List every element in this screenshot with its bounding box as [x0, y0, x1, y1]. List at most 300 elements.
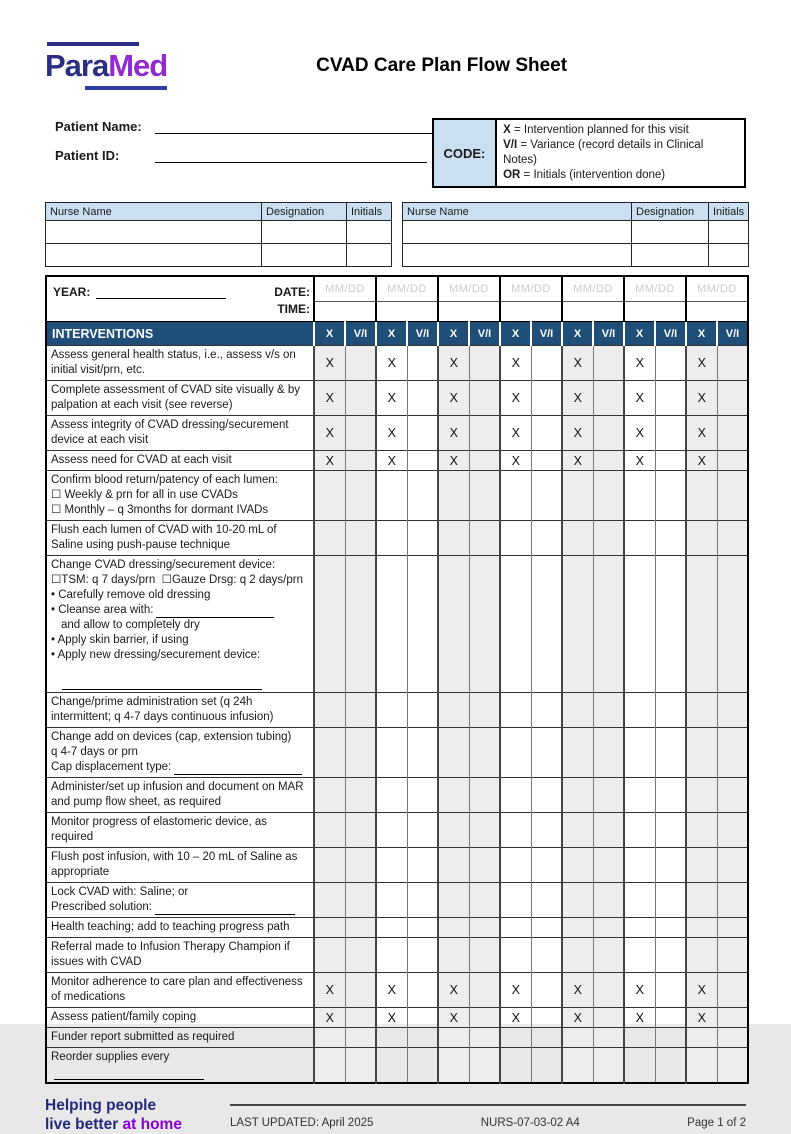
mark-cell-vi[interactable]: [469, 693, 500, 728]
mark-cell-vi[interactable]: [345, 728, 376, 778]
mark-cell-x[interactable]: [376, 848, 407, 883]
mark-cell-x[interactable]: [624, 938, 655, 973]
mark-cell-x[interactable]: [624, 848, 655, 883]
mark-cell-x[interactable]: [438, 471, 469, 521]
mark-cell-x[interactable]: [624, 693, 655, 728]
mark-cell-x[interactable]: X: [500, 381, 531, 416]
mark-cell-x[interactable]: X: [438, 973, 469, 1008]
mark-cell-x[interactable]: [562, 693, 593, 728]
mark-cell-vi[interactable]: [593, 1008, 624, 1028]
mark-cell-vi[interactable]: [407, 693, 438, 728]
mark-cell-x[interactable]: [500, 938, 531, 973]
mark-cell-vi[interactable]: [407, 728, 438, 778]
mark-cell-vi[interactable]: [531, 848, 562, 883]
time-field[interactable]: [376, 302, 438, 322]
date-field[interactable]: MM/DD: [376, 276, 438, 302]
mark-cell-vi[interactable]: [345, 416, 376, 451]
mark-cell-vi[interactable]: [469, 918, 500, 938]
mark-cell-vi[interactable]: [469, 973, 500, 1008]
mark-cell-x[interactable]: [686, 521, 717, 556]
nurse-name-cell[interactable]: [46, 221, 262, 244]
mark-cell-vi[interactable]: [345, 1048, 376, 1084]
mark-cell-x[interactable]: [500, 693, 531, 728]
mark-cell-vi[interactable]: [593, 693, 624, 728]
mark-cell-x[interactable]: X: [562, 1008, 593, 1028]
mark-cell-vi[interactable]: [593, 918, 624, 938]
mark-cell-x[interactable]: [500, 778, 531, 813]
mark-cell-vi[interactable]: [655, 471, 686, 521]
mark-cell-vi[interactable]: [407, 471, 438, 521]
mark-cell-x[interactable]: [376, 556, 407, 693]
mark-cell-vi[interactable]: [531, 346, 562, 381]
mark-cell-vi[interactable]: [593, 451, 624, 471]
fill-in-line[interactable]: [156, 605, 274, 618]
mark-cell-vi[interactable]: [717, 346, 748, 381]
mark-cell-x[interactable]: [438, 728, 469, 778]
mark-cell-x[interactable]: X: [686, 973, 717, 1008]
mark-cell-vi[interactable]: [655, 973, 686, 1008]
designation-cell[interactable]: [632, 221, 709, 244]
mark-cell-x[interactable]: [438, 938, 469, 973]
mark-cell-x[interactable]: [562, 883, 593, 918]
mark-cell-x[interactable]: [686, 938, 717, 973]
mark-cell-x[interactable]: [314, 521, 345, 556]
mark-cell-vi[interactable]: [593, 938, 624, 973]
mark-cell-x[interactable]: [376, 918, 407, 938]
mark-cell-x[interactable]: [314, 556, 345, 693]
mark-cell-vi[interactable]: [531, 381, 562, 416]
nurse-name-cell[interactable]: [46, 244, 262, 267]
mark-cell-x[interactable]: [376, 521, 407, 556]
mark-cell-vi[interactable]: [469, 521, 500, 556]
mark-cell-vi[interactable]: [407, 1048, 438, 1084]
date-field[interactable]: MM/DD: [438, 276, 500, 302]
mark-cell-x[interactable]: [686, 883, 717, 918]
mark-cell-vi[interactable]: [593, 521, 624, 556]
mark-cell-x[interactable]: [624, 556, 655, 693]
mark-cell-vi[interactable]: [531, 973, 562, 1008]
mark-cell-x[interactable]: X: [500, 346, 531, 381]
mark-cell-x[interactable]: [624, 918, 655, 938]
mark-cell-vi[interactable]: [531, 416, 562, 451]
mark-cell-x[interactable]: [314, 813, 345, 848]
mark-cell-vi[interactable]: [655, 883, 686, 918]
mark-cell-x[interactable]: X: [686, 451, 717, 471]
mark-cell-vi[interactable]: [407, 938, 438, 973]
mark-cell-x[interactable]: [376, 728, 407, 778]
mark-cell-vi[interactable]: [469, 346, 500, 381]
mark-cell-x[interactable]: X: [624, 973, 655, 1008]
mark-cell-x[interactable]: [686, 471, 717, 521]
initials-cell[interactable]: [709, 221, 749, 244]
mark-cell-vi[interactable]: [345, 471, 376, 521]
initials-cell[interactable]: [709, 244, 749, 267]
mark-cell-vi[interactable]: [593, 471, 624, 521]
mark-cell-vi[interactable]: [345, 813, 376, 848]
mark-cell-vi[interactable]: [655, 521, 686, 556]
mark-cell-vi[interactable]: [345, 1008, 376, 1028]
mark-cell-vi[interactable]: [345, 521, 376, 556]
initials-cell[interactable]: [347, 244, 392, 267]
mark-cell-vi[interactable]: [407, 416, 438, 451]
mark-cell-x[interactable]: X: [376, 346, 407, 381]
mark-cell-x[interactable]: [624, 521, 655, 556]
mark-cell-x[interactable]: [438, 556, 469, 693]
mark-cell-vi[interactable]: [469, 1028, 500, 1048]
mark-cell-x[interactable]: [314, 1028, 345, 1048]
time-field[interactable]: [624, 302, 686, 322]
mark-cell-vi[interactable]: [717, 728, 748, 778]
mark-cell-vi[interactable]: [717, 973, 748, 1008]
mark-cell-vi[interactable]: [407, 848, 438, 883]
mark-cell-x[interactable]: [438, 1048, 469, 1084]
mark-cell-x[interactable]: [314, 918, 345, 938]
mark-cell-vi[interactable]: [531, 693, 562, 728]
mark-cell-vi[interactable]: [593, 1048, 624, 1084]
mark-cell-vi[interactable]: [717, 883, 748, 918]
mark-cell-vi[interactable]: [717, 1048, 748, 1084]
mark-cell-vi[interactable]: [469, 1048, 500, 1084]
mark-cell-x[interactable]: [314, 938, 345, 973]
mark-cell-x[interactable]: X: [562, 416, 593, 451]
mark-cell-x[interactable]: X: [624, 381, 655, 416]
mark-cell-vi[interactable]: [469, 728, 500, 778]
mark-cell-vi[interactable]: [655, 918, 686, 938]
mark-cell-x[interactable]: X: [686, 346, 717, 381]
mark-cell-x[interactable]: X: [376, 416, 407, 451]
fill-in-line[interactable]: [62, 677, 262, 690]
mark-cell-vi[interactable]: [593, 813, 624, 848]
time-field[interactable]: [500, 302, 562, 322]
mark-cell-x[interactable]: [438, 918, 469, 938]
mark-cell-x[interactable]: [314, 728, 345, 778]
mark-cell-x[interactable]: [314, 1048, 345, 1084]
mark-cell-vi[interactable]: [655, 381, 686, 416]
mark-cell-x[interactable]: [500, 1028, 531, 1048]
mark-cell-vi[interactable]: [469, 813, 500, 848]
mark-cell-vi[interactable]: [717, 521, 748, 556]
mark-cell-vi[interactable]: [717, 451, 748, 471]
mark-cell-vi[interactable]: [593, 381, 624, 416]
mark-cell-x[interactable]: [376, 471, 407, 521]
mark-cell-vi[interactable]: [531, 918, 562, 938]
mark-cell-x[interactable]: [624, 728, 655, 778]
mark-cell-vi[interactable]: [469, 778, 500, 813]
mark-cell-vi[interactable]: [407, 778, 438, 813]
mark-cell-vi[interactable]: [655, 451, 686, 471]
mark-cell-x[interactable]: [624, 883, 655, 918]
mark-cell-x[interactable]: X: [438, 451, 469, 471]
mark-cell-x[interactable]: [686, 848, 717, 883]
mark-cell-x[interactable]: [686, 778, 717, 813]
mark-cell-vi[interactable]: [655, 938, 686, 973]
mark-cell-x[interactable]: X: [500, 1008, 531, 1028]
mark-cell-vi[interactable]: [531, 556, 562, 693]
mark-cell-vi[interactable]: [407, 521, 438, 556]
mark-cell-vi[interactable]: [717, 918, 748, 938]
mark-cell-vi[interactable]: [531, 728, 562, 778]
mark-cell-vi[interactable]: [531, 1008, 562, 1028]
mark-cell-x[interactable]: X: [500, 451, 531, 471]
initials-cell[interactable]: [347, 221, 392, 244]
fill-in-line[interactable]: [155, 902, 295, 915]
mark-cell-vi[interactable]: [469, 883, 500, 918]
mark-cell-vi[interactable]: [345, 883, 376, 918]
mark-cell-vi[interactable]: [531, 883, 562, 918]
mark-cell-vi[interactable]: [345, 346, 376, 381]
mark-cell-vi[interactable]: [469, 451, 500, 471]
mark-cell-vi[interactable]: [345, 973, 376, 1008]
mark-cell-x[interactable]: X: [438, 346, 469, 381]
fill-in-line[interactable]: [54, 1067, 204, 1080]
mark-cell-x[interactable]: X: [562, 451, 593, 471]
mark-cell-vi[interactable]: [655, 1008, 686, 1028]
mark-cell-x[interactable]: [686, 728, 717, 778]
mark-cell-vi[interactable]: [531, 813, 562, 848]
mark-cell-x[interactable]: X: [624, 346, 655, 381]
mark-cell-x[interactable]: [376, 883, 407, 918]
mark-cell-vi[interactable]: [717, 556, 748, 693]
time-field[interactable]: [438, 302, 500, 322]
mark-cell-x[interactable]: [500, 918, 531, 938]
mark-cell-vi[interactable]: [469, 556, 500, 693]
mark-cell-vi[interactable]: [407, 346, 438, 381]
nurse-name-cell[interactable]: [403, 244, 632, 267]
mark-cell-vi[interactable]: [407, 451, 438, 471]
mark-cell-vi[interactable]: [345, 451, 376, 471]
mark-cell-vi[interactable]: [345, 556, 376, 693]
mark-cell-x[interactable]: X: [500, 416, 531, 451]
mark-cell-vi[interactable]: [717, 938, 748, 973]
mark-cell-x[interactable]: [500, 848, 531, 883]
mark-cell-vi[interactable]: [593, 556, 624, 693]
time-field[interactable]: [562, 302, 624, 322]
mark-cell-vi[interactable]: [655, 416, 686, 451]
mark-cell-vi[interactable]: [593, 848, 624, 883]
mark-cell-vi[interactable]: [531, 521, 562, 556]
mark-cell-vi[interactable]: [407, 813, 438, 848]
mark-cell-vi[interactable]: [407, 381, 438, 416]
mark-cell-x[interactable]: [376, 813, 407, 848]
fill-in-line[interactable]: [174, 762, 302, 775]
mark-cell-vi[interactable]: [717, 813, 748, 848]
mark-cell-vi[interactable]: [717, 471, 748, 521]
mark-cell-x[interactable]: [562, 813, 593, 848]
mark-cell-vi[interactable]: [531, 471, 562, 521]
mark-cell-x[interactable]: X: [314, 381, 345, 416]
mark-cell-x[interactable]: [624, 1048, 655, 1084]
mark-cell-x[interactable]: [314, 693, 345, 728]
mark-cell-vi[interactable]: [593, 346, 624, 381]
mark-cell-vi[interactable]: [593, 1028, 624, 1048]
mark-cell-x[interactable]: [438, 521, 469, 556]
mark-cell-vi[interactable]: [655, 693, 686, 728]
mark-cell-vi[interactable]: [717, 693, 748, 728]
mark-cell-x[interactable]: [500, 813, 531, 848]
mark-cell-x[interactable]: [686, 918, 717, 938]
designation-cell[interactable]: [262, 221, 347, 244]
mark-cell-vi[interactable]: [345, 918, 376, 938]
mark-cell-vi[interactable]: [407, 883, 438, 918]
mark-cell-x[interactable]: X: [438, 381, 469, 416]
mark-cell-x[interactable]: [376, 1028, 407, 1048]
mark-cell-x[interactable]: [376, 1048, 407, 1084]
mark-cell-x[interactable]: [562, 1048, 593, 1084]
mark-cell-vi[interactable]: [531, 778, 562, 813]
time-field[interactable]: [314, 302, 376, 322]
mark-cell-vi[interactable]: [655, 813, 686, 848]
mark-cell-x[interactable]: X: [314, 451, 345, 471]
mark-cell-x[interactable]: X: [686, 1008, 717, 1028]
date-field[interactable]: MM/DD: [500, 276, 562, 302]
mark-cell-x[interactable]: [376, 778, 407, 813]
mark-cell-x[interactable]: X: [562, 973, 593, 1008]
mark-cell-x[interactable]: X: [314, 416, 345, 451]
mark-cell-x[interactable]: X: [314, 973, 345, 1008]
mark-cell-x[interactable]: X: [686, 381, 717, 416]
mark-cell-x[interactable]: X: [376, 973, 407, 1008]
mark-cell-vi[interactable]: [655, 728, 686, 778]
mark-cell-x[interactable]: [562, 848, 593, 883]
mark-cell-x[interactable]: [624, 1028, 655, 1048]
mark-cell-x[interactable]: [562, 918, 593, 938]
mark-cell-x[interactable]: X: [376, 1008, 407, 1028]
mark-cell-x[interactable]: [500, 1048, 531, 1084]
date-field[interactable]: MM/DD: [624, 276, 686, 302]
mark-cell-x[interactable]: [438, 693, 469, 728]
mark-cell-x[interactable]: [686, 1028, 717, 1048]
mark-cell-vi[interactable]: [655, 848, 686, 883]
mark-cell-vi[interactable]: [345, 938, 376, 973]
mark-cell-vi[interactable]: [717, 1028, 748, 1048]
mark-cell-vi[interactable]: [345, 848, 376, 883]
mark-cell-x[interactable]: [376, 938, 407, 973]
mark-cell-x[interactable]: [562, 1028, 593, 1048]
mark-cell-vi[interactable]: [345, 778, 376, 813]
mark-cell-x[interactable]: [438, 883, 469, 918]
mark-cell-vi[interactable]: [345, 1028, 376, 1048]
mark-cell-x[interactable]: [500, 556, 531, 693]
mark-cell-x[interactable]: [438, 1028, 469, 1048]
mark-cell-vi[interactable]: [407, 918, 438, 938]
mark-cell-vi[interactable]: [593, 416, 624, 451]
patient-id-field[interactable]: [155, 147, 427, 163]
mark-cell-vi[interactable]: [531, 451, 562, 471]
mark-cell-x[interactable]: [500, 471, 531, 521]
mark-cell-x[interactable]: [562, 556, 593, 693]
time-field[interactable]: [686, 302, 748, 322]
mark-cell-vi[interactable]: [531, 1048, 562, 1084]
date-field[interactable]: MM/DD: [562, 276, 624, 302]
mark-cell-x[interactable]: X: [624, 451, 655, 471]
mark-cell-x[interactable]: [686, 813, 717, 848]
mark-cell-vi[interactable]: [593, 728, 624, 778]
mark-cell-x[interactable]: X: [624, 416, 655, 451]
mark-cell-x[interactable]: [686, 556, 717, 693]
mark-cell-x[interactable]: X: [562, 381, 593, 416]
mark-cell-x[interactable]: X: [624, 1008, 655, 1028]
mark-cell-vi[interactable]: [407, 973, 438, 1008]
mark-cell-x[interactable]: [562, 938, 593, 973]
mark-cell-vi[interactable]: [717, 778, 748, 813]
nurse-name-cell[interactable]: [403, 221, 632, 244]
mark-cell-x[interactable]: X: [686, 416, 717, 451]
mark-cell-x[interactable]: X: [314, 346, 345, 381]
mark-cell-x[interactable]: X: [438, 1008, 469, 1028]
mark-cell-x[interactable]: [562, 728, 593, 778]
mark-cell-x[interactable]: [438, 778, 469, 813]
mark-cell-vi[interactable]: [593, 973, 624, 1008]
mark-cell-x[interactable]: X: [314, 1008, 345, 1028]
mark-cell-x[interactable]: X: [376, 451, 407, 471]
mark-cell-vi[interactable]: [655, 1028, 686, 1048]
mark-cell-x[interactable]: [500, 728, 531, 778]
mark-cell-vi[interactable]: [469, 848, 500, 883]
mark-cell-vi[interactable]: [655, 346, 686, 381]
mark-cell-x[interactable]: [314, 471, 345, 521]
mark-cell-x[interactable]: [686, 1048, 717, 1084]
mark-cell-vi[interactable]: [345, 693, 376, 728]
year-field[interactable]: [96, 285, 226, 299]
mark-cell-vi[interactable]: [717, 848, 748, 883]
mark-cell-vi[interactable]: [469, 381, 500, 416]
mark-cell-x[interactable]: [500, 521, 531, 556]
mark-cell-x[interactable]: [314, 848, 345, 883]
mark-cell-x[interactable]: [314, 778, 345, 813]
mark-cell-x[interactable]: [624, 778, 655, 813]
mark-cell-x[interactable]: [438, 848, 469, 883]
mark-cell-vi[interactable]: [407, 1028, 438, 1048]
mark-cell-x[interactable]: [562, 471, 593, 521]
mark-cell-x[interactable]: [562, 778, 593, 813]
mark-cell-x[interactable]: [376, 693, 407, 728]
mark-cell-vi[interactable]: [717, 1008, 748, 1028]
mark-cell-vi[interactable]: [717, 416, 748, 451]
mark-cell-vi[interactable]: [345, 381, 376, 416]
mark-cell-x[interactable]: [686, 693, 717, 728]
designation-cell[interactable]: [262, 244, 347, 267]
mark-cell-vi[interactable]: [407, 556, 438, 693]
mark-cell-vi[interactable]: [469, 1008, 500, 1028]
mark-cell-x[interactable]: [500, 883, 531, 918]
mark-cell-x[interactable]: [624, 813, 655, 848]
mark-cell-vi[interactable]: [531, 938, 562, 973]
mark-cell-vi[interactable]: [531, 1028, 562, 1048]
mark-cell-x[interactable]: [624, 471, 655, 521]
mark-cell-vi[interactable]: [593, 778, 624, 813]
mark-cell-vi[interactable]: [655, 1048, 686, 1084]
mark-cell-vi[interactable]: [593, 883, 624, 918]
mark-cell-x[interactable]: [438, 813, 469, 848]
mark-cell-vi[interactable]: [407, 1008, 438, 1028]
mark-cell-vi[interactable]: [655, 778, 686, 813]
date-field[interactable]: MM/DD: [314, 276, 376, 302]
mark-cell-x[interactable]: [562, 521, 593, 556]
mark-cell-vi[interactable]: [469, 416, 500, 451]
mark-cell-x[interactable]: X: [438, 416, 469, 451]
patient-name-field[interactable]: [155, 118, 432, 134]
mark-cell-vi[interactable]: [655, 556, 686, 693]
designation-cell[interactable]: [632, 244, 709, 267]
mark-cell-x[interactable]: [314, 883, 345, 918]
mark-cell-x[interactable]: X: [500, 973, 531, 1008]
mark-cell-x[interactable]: X: [562, 346, 593, 381]
mark-cell-x[interactable]: X: [376, 381, 407, 416]
mark-cell-vi[interactable]: [469, 938, 500, 973]
mark-cell-vi[interactable]: [469, 471, 500, 521]
date-field[interactable]: MM/DD: [686, 276, 748, 302]
mark-cell-vi[interactable]: [717, 381, 748, 416]
